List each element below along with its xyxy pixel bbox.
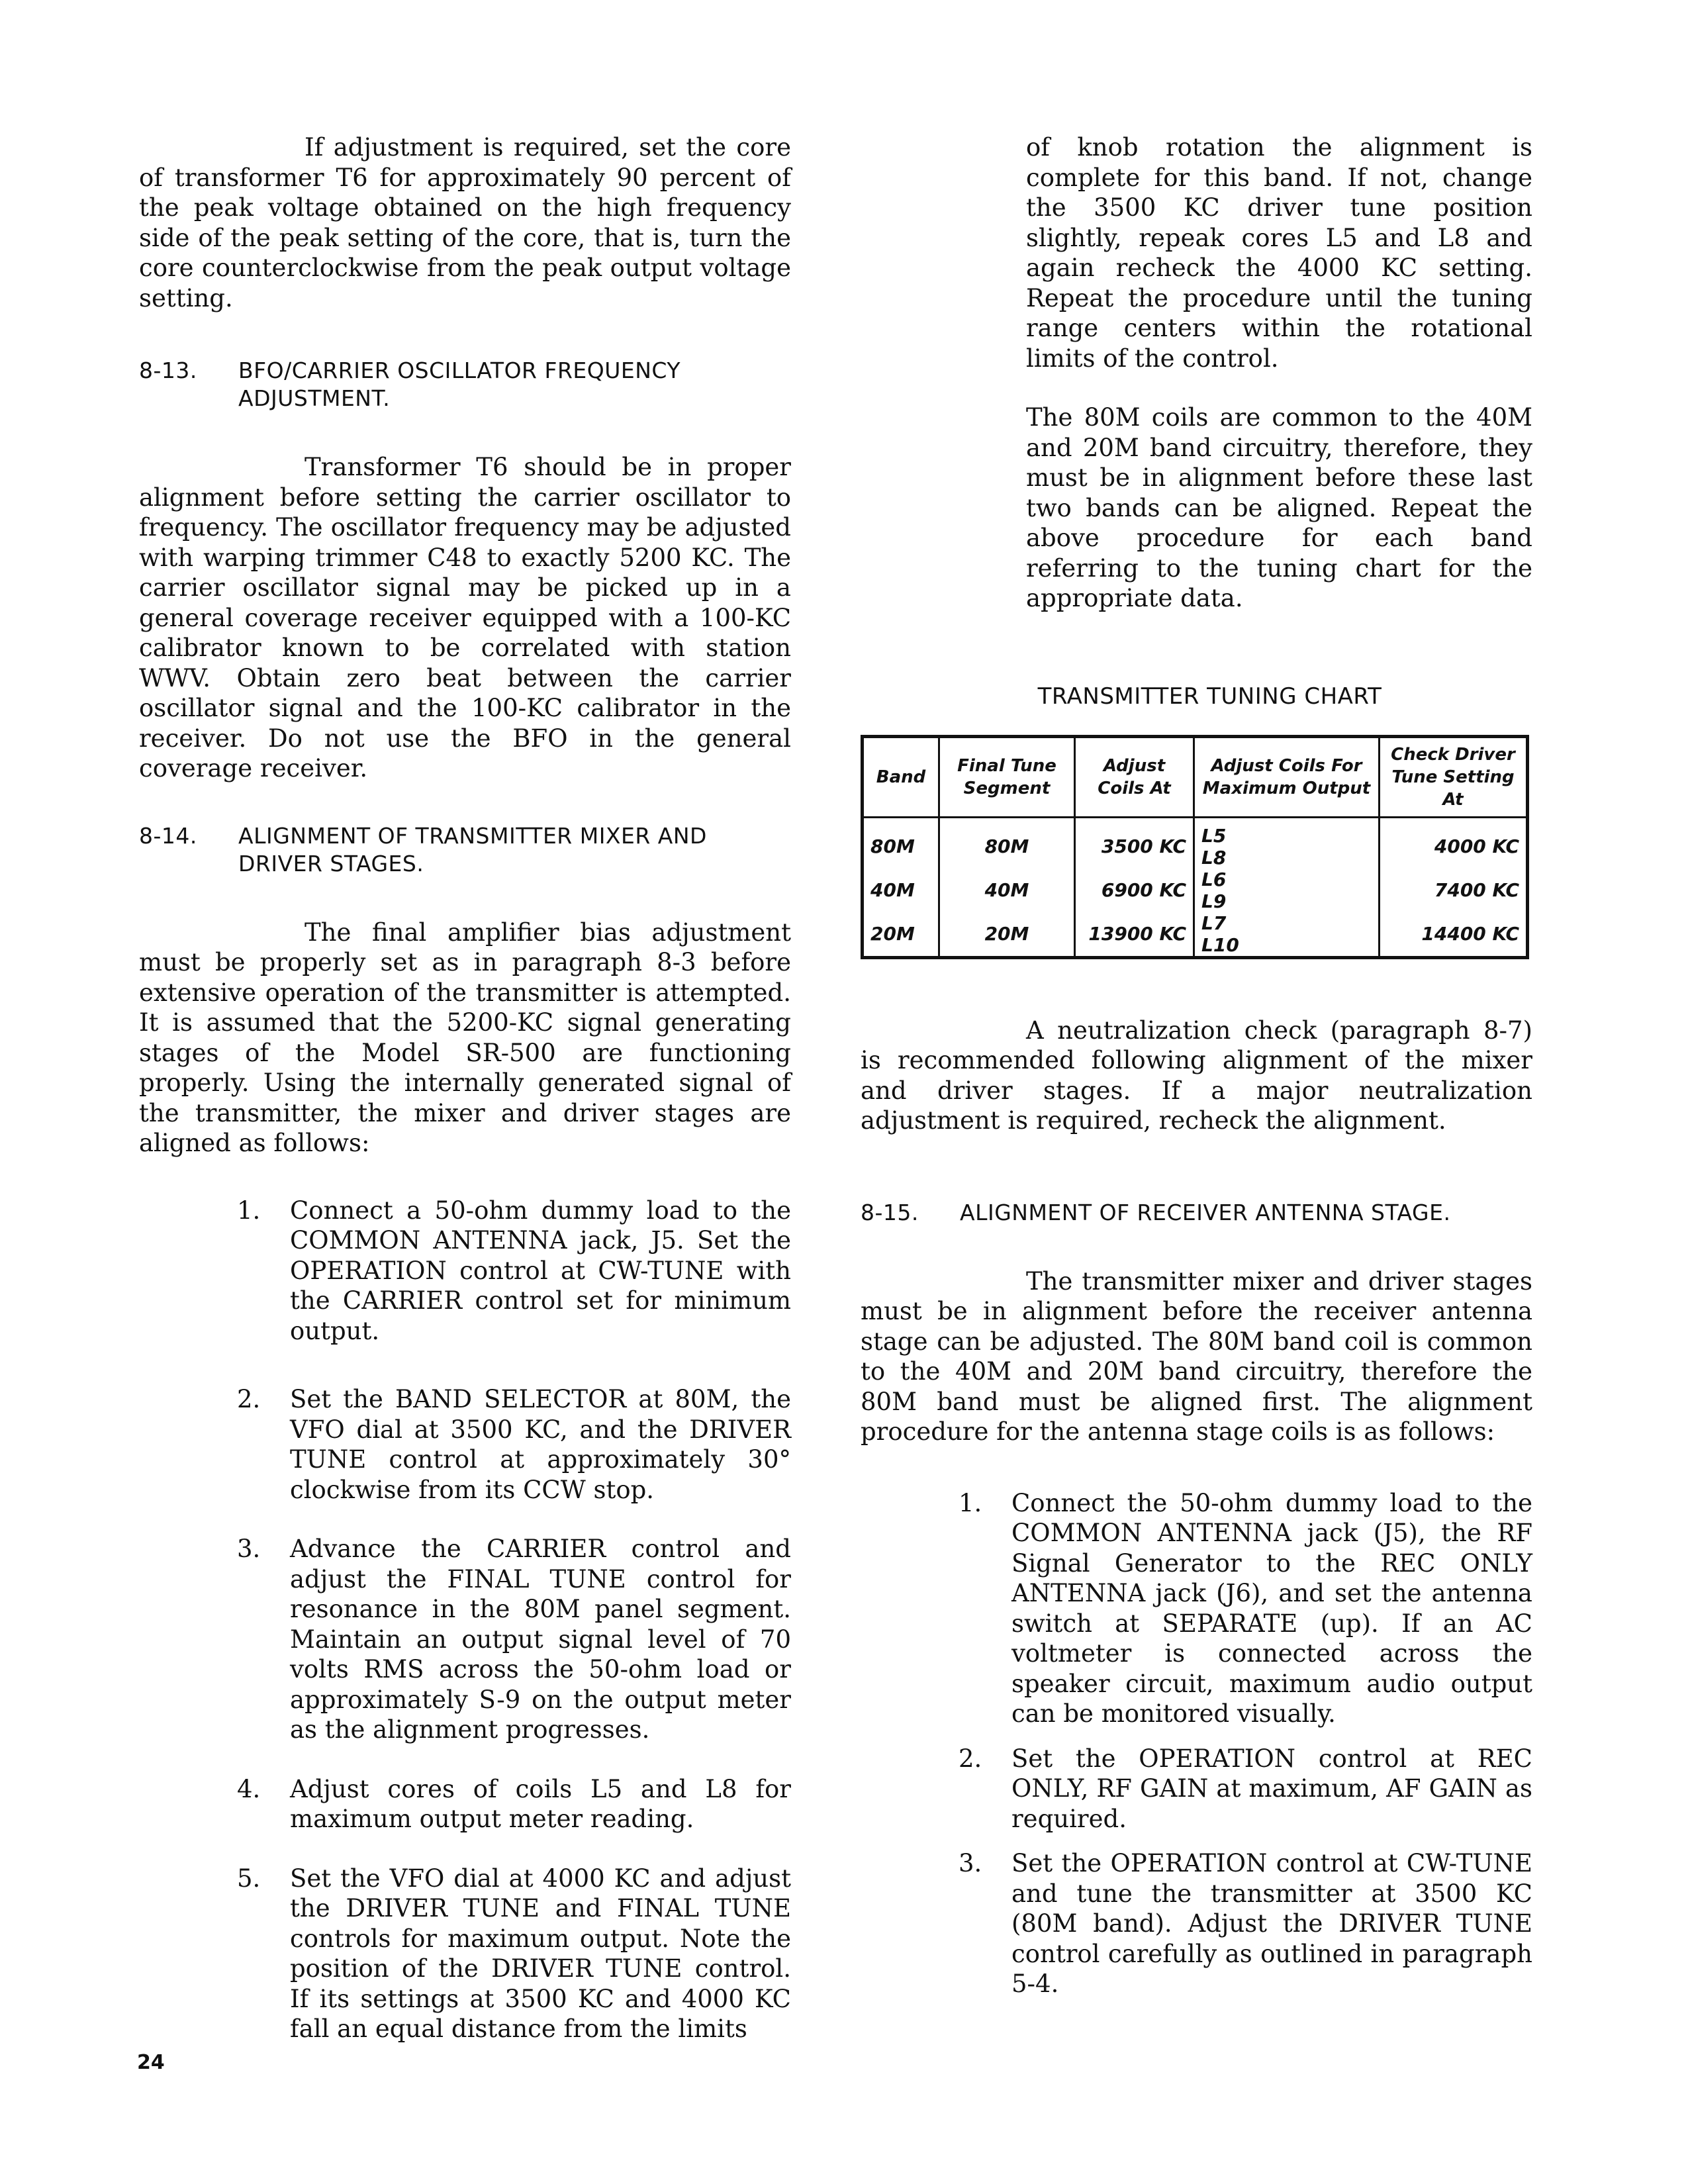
check-at-cell: 14400 KC xyxy=(1380,912,1528,958)
step-text: Adjust cores of coils L5 and L8 for maximum output meter reading. xyxy=(290,1774,791,1833)
section-heading-8-15 xyxy=(861,1199,1532,1227)
list-item xyxy=(959,1488,1532,1729)
table-row xyxy=(863,817,1528,869)
list-item xyxy=(959,1848,1532,1999)
section-8-14-paragraph: The final amplifier bias adjustment must be properly set as in paragraph 8-3 before extensive operation of the transmitter is attempted. It is assumed that the 5200-KC signal generating stages of the Model SR-500 are functioning properly. Using the internally generated signal of the transmitter, the mixer and driver stages are aligned as follows: xyxy=(139,918,791,1157)
page-number: 24 xyxy=(137,2051,165,2074)
coils-cell xyxy=(1194,817,1380,869)
step-text: Connect a 50-ohm dummy load to the COMMON ANTENNA jack, J5. Set the OPERATION control at CW-TUNE with the CARRIER control set for minimum output. xyxy=(290,1196,791,1345)
chart-title: TRANSMITTER TUNING CHART xyxy=(1037,683,1382,710)
step-number: 2. xyxy=(959,1744,982,1773)
segment-cell: 40M xyxy=(939,869,1075,912)
column-header: Adjust Coils For Maximum Output xyxy=(1194,736,1380,817)
coil-b: L8 xyxy=(1201,846,1227,869)
coil-a: L7 xyxy=(1201,912,1227,934)
step-number: 2. xyxy=(237,1385,261,1413)
section-heading-8-13 xyxy=(139,357,791,412)
coil-a: L5 xyxy=(1201,824,1227,847)
list-item xyxy=(237,1534,791,1745)
segment-cell: 80M xyxy=(939,817,1075,869)
step-number: 5. xyxy=(237,1864,261,1893)
step-number: 3. xyxy=(959,1849,982,1877)
coil-b: L9 xyxy=(1201,890,1227,912)
section-number: 8-15. xyxy=(861,1199,919,1225)
band-cell: 80M xyxy=(863,817,939,869)
neutralization-paragraph: A neutralization check (paragraph 8-7) is recommended following alignment of the mixer and driver stages. If a major neutralization adjustment is required, recheck the alignment. xyxy=(861,1016,1532,1135)
list-item xyxy=(237,1774,791,1834)
coils-cell xyxy=(1194,869,1380,912)
section-title: BFO/CARRIER OSCILLATOR FREQUENCY ADJUSTMENT. xyxy=(238,357,681,411)
transmitter-alignment-steps xyxy=(237,1196,791,2044)
step-text: Advance the CARRIER control and adjust the FINAL TUNE control for resonance in the 80M panel segment. Maintain an output signal level of 70 volts RMS across the 50-ohm load or approximately S-9 on the output meter as the alignment progresses. xyxy=(290,1535,791,1744)
column-header: Band xyxy=(863,736,939,817)
list-item xyxy=(959,1744,1532,1834)
step-number: 1. xyxy=(237,1196,261,1225)
coil-b: L10 xyxy=(1201,933,1239,956)
transmitter-tuning-chart xyxy=(861,735,1529,959)
table-row xyxy=(863,869,1528,912)
check-at-cell: 7400 KC xyxy=(1380,869,1528,912)
left-column xyxy=(139,132,791,2044)
step-text: Set the OPERATION control at REC ONLY, RF GAIN at maximum, AF GAIN as required. xyxy=(1011,1744,1532,1833)
coils-paragraph: The 80M coils are common to the 40M and 20M band circuitry, therefore, they must be in alignment before these last two bands can be aligned. Repeat the above procedure for each band referring to the tuning chart for the appropriate data. xyxy=(1026,403,1532,612)
section-title: ALIGNMENT OF RECEIVER ANTENNA STAGE. xyxy=(960,1199,1451,1225)
intro-paragraph: If adjustment is required, set the core of transformer T6 for approximately 90 percent of the peak voltage obtained on the high frequency side of the peak setting of the core, that is, turn the core counterclockwise from the peak output voltage setting. xyxy=(139,133,791,312)
step-text: Set the BAND SELECTOR at 80M, the VFO dial at 3500 KC, and the DRIVER TUNE control at approximately 30° clockwise from its CCW stop. xyxy=(290,1385,791,1504)
step-number: 1. xyxy=(959,1488,982,1517)
check-at-cell: 4000 KC xyxy=(1380,817,1528,869)
section-heading-8-14 xyxy=(139,822,791,878)
step-text: Connect the 50-ohm dummy load to the COMMON ANTENNA jack (J5), the RF Signal Generator to the REC ONLY ANTENNA jack (J6), and set the antenna switch at SEPARATE (up). If an AC voltmeter is connected across the speaker circuit, maximum audio output can be monitored visually. xyxy=(1011,1488,1532,1728)
step-text: Set the VFO dial at 4000 KC and adjust the DRIVER TUNE and FINAL TUNE controls for maximum output. Note the position of the DRIVER TUNE control. If its settings at 3500 KC and 4000 KC fall an equal distance from the limits xyxy=(290,1864,791,2043)
column-header: Check Driver Tune Setting At xyxy=(1380,736,1528,817)
column-header: Adjust Coils At xyxy=(1075,736,1194,817)
right-column xyxy=(861,132,1532,1999)
step-number: 3. xyxy=(237,1535,261,1563)
coils-at-cell: 6900 KC xyxy=(1075,869,1194,912)
coils-at-cell: 3500 KC xyxy=(1075,817,1194,869)
table-header-row xyxy=(863,736,1528,817)
coils-at-cell: 13900 KC xyxy=(1075,912,1194,958)
list-item xyxy=(237,1196,791,1347)
column-header: Final Tune Segment xyxy=(939,736,1075,817)
coil-a: L6 xyxy=(1201,868,1227,890)
step-number: 4. xyxy=(237,1774,261,1803)
continuation-paragraph: of knob rotation the alignment is complete for this band. If not, change the 3500 KC driver tune position slightly, repeak cores L5 and L8 and again recheck the 4000 KC setting. Repeat the procedure until the tuning range centers within the rotational limits of the control. xyxy=(1026,133,1532,373)
table-row xyxy=(863,912,1528,958)
coils-cell xyxy=(1194,912,1380,958)
section-8-15-paragraph: The transmitter mixer and driver stages must be in alignment before the receiver antenna stage can be adjusted. The 80M band coil is common to the 40M and 20M band circuitry, therefore the 80M band must be aligned first. The alignment procedure for the antenna stage coils is as follows: xyxy=(861,1266,1532,1446)
list-item xyxy=(237,1864,791,2044)
section-number: 8-14. xyxy=(139,822,197,849)
continuation-block xyxy=(1026,132,1532,614)
segment-cell: 20M xyxy=(939,912,1075,958)
band-cell: 20M xyxy=(863,912,939,958)
section-number: 8-13. xyxy=(139,357,197,383)
receiver-alignment-steps xyxy=(959,1488,1532,1999)
list-item xyxy=(237,1384,791,1505)
section-8-13-paragraph: Transformer T6 should be in proper alignment before setting the carrier oscillator to frequency. The oscillator frequency may be adjusted with warping trimmer C48 to exactly 5200 KC. The carrier oscillator signal may be picked up in a general coverage receiver equipped with a 100-KC calibrator known to be correlated with station WWV. Obtain zero beat between the carrier oscillator signal and the 100-KC calibrator in the receiver. Do not use the BFO in the general coverage receiver. xyxy=(139,453,791,783)
band-cell: 40M xyxy=(863,869,939,912)
step-text: Set the OPERATION control at CW-TUNE and tune the transmitter at 3500 KC (80M band). Adjust the DRIVER TUNE control carefully as outlined in paragraph 5-4. xyxy=(1011,1849,1532,1998)
section-title: ALIGNMENT OF TRANSMITTER MIXER AND DRIVER STAGES. xyxy=(238,822,707,877)
